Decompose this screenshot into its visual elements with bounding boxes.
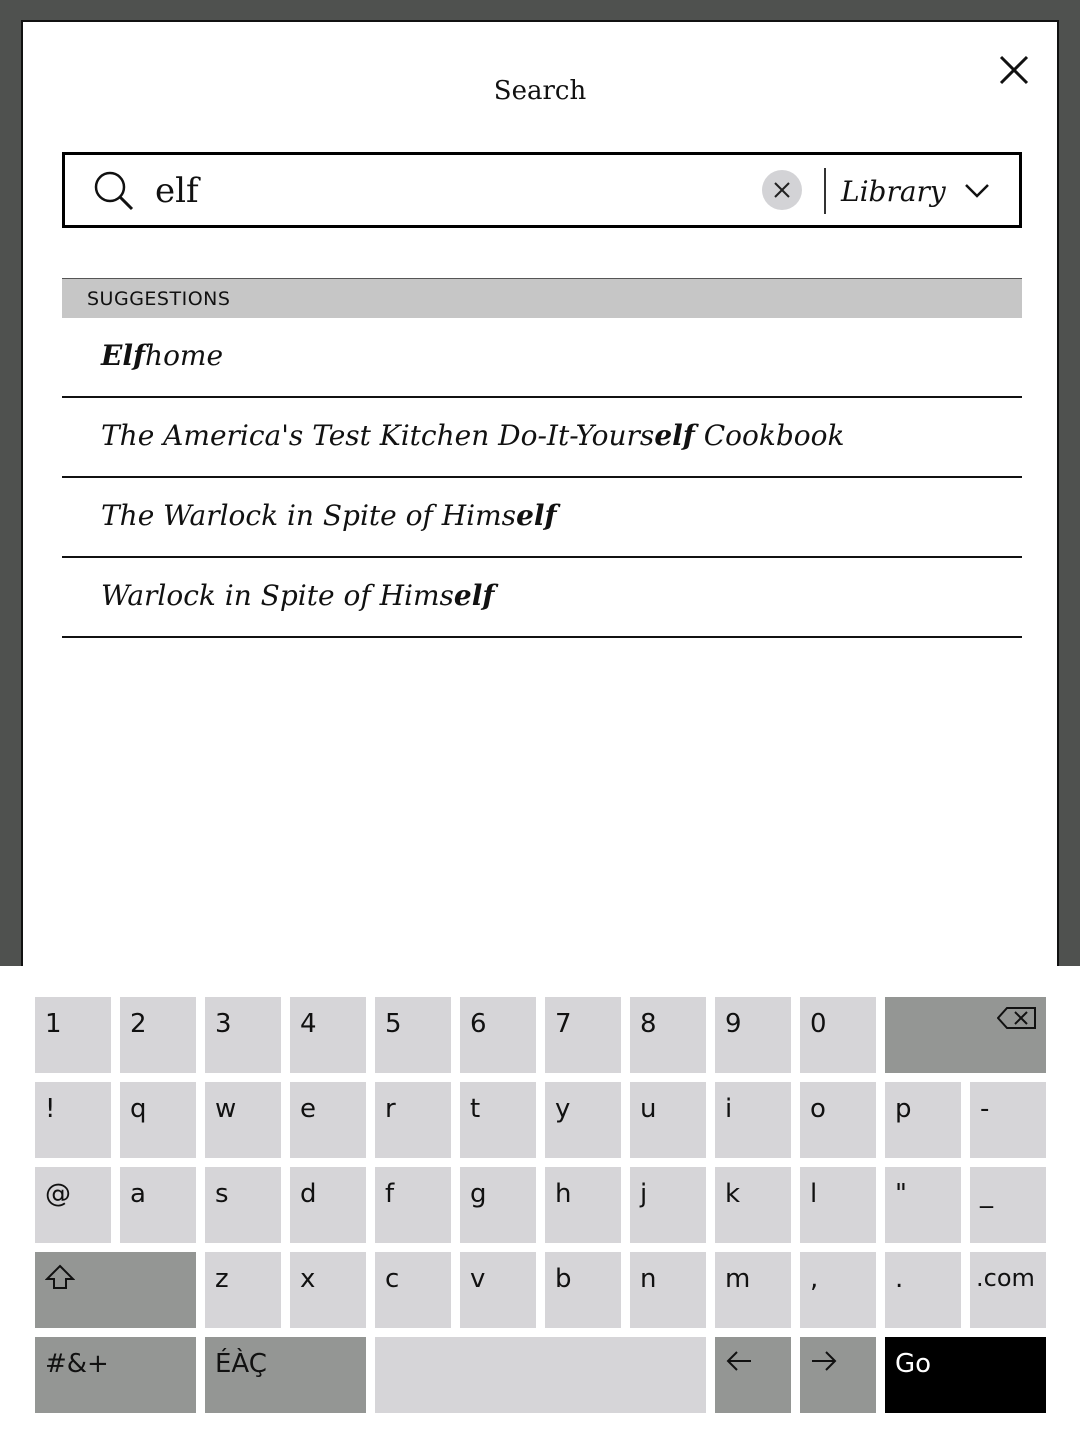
space-key[interactable] [375, 1337, 706, 1413]
key[interactable]: y [545, 1082, 621, 1158]
key[interactable]: e [290, 1082, 366, 1158]
suggestions-list [62, 318, 1022, 638]
suggestion-suffix: home [145, 339, 224, 372]
suggestion-suffix: Cookbook [694, 419, 845, 452]
key[interactable]: 8 [630, 997, 706, 1073]
key[interactable]: u [630, 1082, 706, 1158]
key[interactable]: 5 [375, 997, 451, 1073]
key[interactable]: " [885, 1167, 961, 1243]
search-box[interactable] [62, 152, 1022, 228]
suggestion-item[interactable] [62, 318, 1022, 398]
arrow-left-icon [725, 1350, 753, 1372]
key[interactable]: 0 [800, 997, 876, 1073]
key[interactable]: t [460, 1082, 536, 1158]
suggestion-match: elf [654, 419, 695, 452]
clear-icon [773, 181, 791, 199]
key[interactable]: @ [35, 1167, 111, 1243]
key[interactable]: f [375, 1167, 451, 1243]
suggestion-item[interactable] [62, 558, 1022, 638]
key[interactable]: b [545, 1252, 621, 1328]
dot-com-key[interactable]: .com [970, 1252, 1046, 1328]
key[interactable]: n [630, 1252, 706, 1328]
close-icon [995, 50, 1035, 90]
key[interactable]: j [630, 1167, 706, 1243]
key[interactable]: g [460, 1167, 536, 1243]
key[interactable]: 9 [715, 997, 791, 1073]
suggestion-match: Elf [101, 339, 146, 372]
key[interactable]: o [800, 1082, 876, 1158]
cursor-left-key[interactable] [715, 1337, 791, 1413]
accents-key[interactable]: ÉÀÇ [205, 1337, 366, 1413]
key[interactable]: d [290, 1167, 366, 1243]
key[interactable]: m [715, 1252, 791, 1328]
key[interactable]: z [205, 1252, 281, 1328]
suggestions-header: SUGGESTIONS [62, 278, 1022, 318]
search-dialog [21, 20, 1059, 980]
key[interactable]: a [120, 1167, 196, 1243]
search-scope-label: Library [841, 174, 946, 208]
key[interactable]: _ [970, 1167, 1046, 1243]
key[interactable]: r [375, 1082, 451, 1158]
suggestion-match: elf [516, 499, 557, 532]
search-scope-dropdown[interactable] [841, 165, 990, 217]
suggestion-prefix: The America's Test Kitchen Do-It-Yours [101, 419, 655, 452]
key[interactable]: 2 [120, 997, 196, 1073]
key[interactable]: . [885, 1252, 961, 1328]
symbols-key[interactable]: #&+ [35, 1337, 196, 1413]
key[interactable]: x [290, 1252, 366, 1328]
shift-icon [45, 1264, 75, 1290]
dialog-title: Search [493, 76, 587, 106]
suggestion-prefix: Warlock in Spite of Hims [101, 579, 454, 612]
backspace-key[interactable] [885, 997, 1046, 1073]
key[interactable]: s [205, 1167, 281, 1243]
suggestion-item[interactable] [62, 478, 1022, 558]
search-icon [92, 169, 136, 213]
key[interactable]: p [885, 1082, 961, 1158]
cursor-right-key[interactable] [800, 1337, 876, 1413]
key[interactable]: 6 [460, 997, 536, 1073]
shift-key[interactable] [35, 1252, 196, 1328]
key[interactable]: q [120, 1082, 196, 1158]
arrow-right-icon [810, 1350, 838, 1372]
key[interactable]: 7 [545, 997, 621, 1073]
clear-search-button[interactable] [762, 170, 802, 210]
suggestion-item[interactable] [62, 398, 1022, 478]
key[interactable]: - [970, 1082, 1046, 1158]
key[interactable]: l [800, 1167, 876, 1243]
suggestion-prefix: The Warlock in Spite of Hims [101, 499, 517, 532]
key[interactable]: h [545, 1167, 621, 1243]
key[interactable]: 4 [290, 997, 366, 1073]
backspace-icon [997, 1007, 1037, 1029]
suggestion-match: elf [453, 579, 495, 612]
key[interactable]: 3 [205, 997, 281, 1073]
search-divider [824, 168, 826, 214]
close-button[interactable] [995, 50, 1035, 90]
key[interactable]: v [460, 1252, 536, 1328]
key[interactable]: 1 [35, 997, 111, 1073]
key[interactable]: ! [35, 1082, 111, 1158]
key[interactable]: i [715, 1082, 791, 1158]
on-screen-keyboard [0, 966, 1080, 1440]
key[interactable]: , [800, 1252, 876, 1328]
key[interactable]: c [375, 1252, 451, 1328]
chevron-down-icon [964, 183, 990, 199]
key[interactable]: w [205, 1082, 281, 1158]
go-button[interactable]: Go [885, 1337, 1046, 1413]
key[interactable]: k [715, 1167, 791, 1243]
search-input[interactable] [155, 165, 735, 217]
